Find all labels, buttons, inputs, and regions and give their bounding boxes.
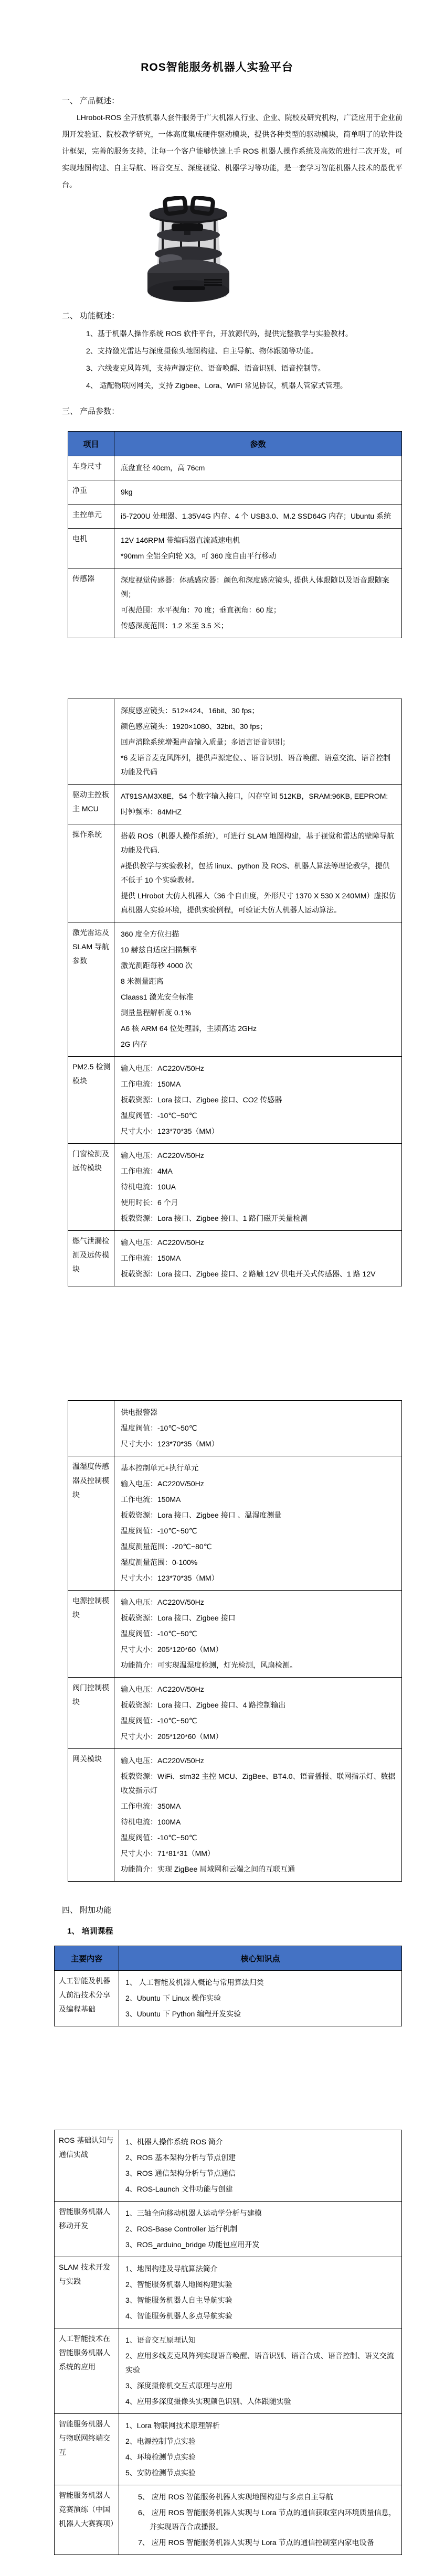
value-line: 深度视觉传感器：体感感应器：颜色和深度感应镜头, 提供人体跟随以及语音跟随案例； — [121, 576, 389, 598]
value-line: 输入电压：AC220V/50Hz — [121, 1598, 204, 1606]
value-line: 1、地图构建及导航算法简介 — [125, 2264, 218, 2273]
value-line: 输入电压：AC220V/50Hz — [121, 1151, 204, 1160]
value-line: 底盘直径 40cm，高 76cm — [121, 464, 205, 472]
value-line: 5、 应用 ROS 智能服务机器人实现地图构建与多点自主导航 — [138, 2493, 333, 2501]
row-label: 燃气泄漏检测及远传模块 — [68, 1231, 114, 1286]
table-row — [68, 1144, 402, 1231]
value-line: 传感深度范围：1.2 米至 3.5 米； — [121, 621, 228, 630]
row-value — [114, 824, 402, 922]
row-value — [114, 1591, 402, 1678]
value-line: 工作电流：4MA — [121, 1167, 173, 1175]
row-value — [114, 480, 402, 505]
table-row — [55, 1971, 402, 2026]
row-label: 网关模块 — [68, 1749, 114, 1882]
value-line: 深度感应镜头：512×424、16bit、30 fps； — [121, 706, 259, 715]
value-line: 7、 应用 ROS 智能服务机器人实现与 Lora 节点的通信控制室内家电设备 — [138, 2538, 374, 2547]
value-line: 使用时长：6 个月 — [121, 1198, 178, 1207]
row-label: 电源控制模块 — [68, 1591, 114, 1678]
table-row — [68, 922, 402, 1057]
value-line: 4、应用多深度摄像头实现颜色识别、人体跟随实验 — [125, 2397, 291, 2406]
value-line: 尺寸大小：71*81*31（MM） — [121, 1849, 215, 1858]
value-line: 可视范围：水平视角：70 度；垂直视角：60 度； — [121, 606, 281, 614]
additional-heading: 四、 附加功能 — [62, 1906, 112, 1915]
training-subheading: 1、 培训课程 — [67, 1927, 113, 1936]
value-line: 8 米测量距离 — [121, 977, 164, 985]
value-line: 待机电流：100MA — [121, 1818, 181, 1826]
overview-paragraph: LHrobot-ROS 全开放机器人套件服务于广大机器人行业、企业、院校及研究机构，广泛应用于企业前期开发验证、院校教学研究，一体高度集成硬件驱动模块，提供各种类型的驱动模块，简单明了的软件设计框架，完善的服务支持，让每一个客户能够快速上手 ROS 机器人操作系统及高效的进行二次开发，可实现地图构建、自主导航、语音交互、深度视觉、机器学习等功能，是一套学习智能机器人技术的最优平台。 — [62, 113, 403, 189]
value-line: 2、ROS-Base Controller 运行机制 — [125, 2225, 238, 2233]
value-line: 1、 人工智能及机器人概论与常用算法归类 — [125, 1978, 264, 1987]
row-label: 驱动主控板主 MCU — [68, 785, 114, 824]
value-line: *90mm 全铝全向轮 X3，可 360 度自由平行移动 — [121, 552, 277, 560]
function-item: 4、 适配物联网网关，支持 Zigbee、Lora、WIFI 常见协议，机器人管家式管理。 — [86, 381, 347, 390]
table-row — [68, 699, 402, 785]
table-row — [55, 2257, 402, 2328]
value-line: 功能简介：可实现温湿度检测，灯光检测，风扇检测。 — [121, 1661, 297, 1669]
value-line: 湿度测量范围：0-100% — [121, 1558, 198, 1566]
table-row — [68, 1456, 402, 1591]
function-list — [62, 325, 403, 394]
value-line: 激光测距每秒 4000 次 — [121, 961, 193, 970]
value-line: 温度阀值：-10℃~50℃ — [121, 1833, 197, 1842]
value-line: 板载资源：Lora 接口、Zigbee 接口、1 路门磁开关量检测 — [121, 1214, 308, 1222]
row-label: 主控单元 — [68, 505, 114, 529]
table-row — [68, 529, 402, 568]
table-row — [68, 1231, 402, 1286]
row-value — [114, 1678, 402, 1749]
table-row — [68, 1749, 402, 1882]
value-line: 温度阀值：-10℃~50℃ — [121, 1527, 197, 1535]
table-row — [55, 2328, 402, 2414]
value-line: 供电报警器 — [121, 1408, 157, 1416]
row-label: 传感器 — [68, 568, 114, 638]
row-value — [114, 699, 402, 785]
row-label: 温湿度传感器及控制模块 — [68, 1456, 114, 1591]
row-value — [119, 2485, 402, 2555]
value-line: 输入电压：AC220V/50Hz — [121, 1238, 204, 1247]
value-line: 3、智能服务机器人自主导航实验 — [125, 2296, 232, 2304]
table-row — [55, 2130, 402, 2202]
functions-heading: 二、 功能概述： — [62, 312, 120, 320]
value-line: A6 核 ARM 64 位处理器，主频高达 2GHz — [121, 1024, 257, 1033]
value-line: 板载资源：Lora 接口、Zigbee 接口、CO2 传感器 — [121, 1096, 282, 1104]
row-label: 阀门控制模块 — [68, 1678, 114, 1749]
value-line: 待机电流：10UA — [121, 1183, 176, 1191]
value-line: 10 赫兹自适应扫描频率 — [121, 946, 197, 954]
value-line: 2、Ubuntu 下 Linux 操作实验 — [125, 1994, 221, 2002]
table-header-row — [55, 1946, 402, 1971]
row-value — [114, 1231, 402, 1286]
value-line: 2G 内存 — [121, 1040, 147, 1048]
row-value — [114, 568, 402, 638]
row-label: 电机 — [68, 529, 114, 568]
row-label: 净重 — [68, 480, 114, 505]
value-line: 工作电流：350MA — [121, 1802, 181, 1810]
row-label — [68, 1401, 114, 1456]
params-heading: 三、 产品参数： — [62, 407, 120, 416]
row-value — [119, 2257, 402, 2328]
table-segment — [68, 1400, 402, 1882]
robot-product-image — [132, 196, 245, 302]
value-line: AT91SAM3X8E，54 个数字输入接口，闪存空间 512KB，SRAM:96KB, EEPROM: — [121, 792, 388, 800]
value-line: 工作电流：150MA — [121, 1254, 181, 1262]
value-line: 360 度全方位扫描 — [121, 930, 179, 938]
table-row — [68, 824, 402, 922]
table-row — [68, 568, 402, 638]
value-line: i5-7200U 处理器、1.35V4G 内存、4 个 USB3.0、M.2 SSD64G 内存；Ubuntu 系统 — [121, 512, 391, 520]
value-line: 2、电源控制节点实验 — [125, 2437, 196, 2445]
table-row — [55, 2485, 402, 2555]
table-row — [68, 456, 402, 480]
column-header: 参数 — [114, 432, 402, 456]
row-value — [119, 2130, 402, 2202]
robot-illustration — [132, 196, 245, 302]
value-line: 板载资源：Lora 接口、Zigbee 接口 、温湿度测量 — [121, 1511, 282, 1519]
value-line: 尺寸大小：205*120*60（MM） — [121, 1732, 223, 1741]
value-line: 输入电压：AC220V/50Hz — [121, 1685, 204, 1693]
row-label: 车身尺寸 — [68, 456, 114, 480]
spec-table — [62, 431, 403, 1882]
value-line: *6 麦语音麦克风阵列，提供声源定位、、语音识别、语音唤醒、语意交流、语音控制功能及代码 — [121, 754, 391, 776]
row-label: 智能服务机器人竞赛演练（中国机器人大赛赛项） — [55, 2485, 119, 2555]
table-segment — [68, 431, 402, 638]
row-value — [119, 2414, 402, 2485]
table-row — [68, 1401, 402, 1456]
row-value — [119, 2202, 402, 2257]
row-value — [114, 456, 402, 480]
function-item: 3、六线麦克风阵列，支持声源定位、语音唤醒、语音识别、语音控制等。 — [86, 364, 325, 372]
value-line: 板载资源：Lora 接口、Zigbee 接口、2 路触 12V 供电开关式传感器、1 路 12V — [121, 1270, 376, 1278]
column-header: 项目 — [68, 432, 114, 456]
value-line: 时钟频率：84MHZ — [121, 808, 182, 816]
table-row — [68, 480, 402, 505]
value-line: 输入电压：AC220V/50Hz — [121, 1064, 204, 1072]
value-line: 提供 LHrobot 大仿人机器人（36 个自由度，外形尺寸 1370 X 530 X 240MM）虚拟仿真机器人实验环境，提供实验例程，可验证大仿人机器人运动算法。 — [121, 892, 396, 914]
value-line: 工作电流：150MA — [121, 1080, 181, 1088]
value-line: 1、机器人操作系统 ROS 简介 — [125, 2138, 223, 2146]
value-line: 5、安防检测节点实验 — [125, 2468, 196, 2477]
row-value — [119, 2328, 402, 2414]
function-item: 2、支持激光雷达与深度摄像头地图构建、自主导航、物体跟随等功能。 — [86, 347, 318, 355]
value-line: 搭载 ROS（机器人操作系统），可进行 SLAM 地图构建，基于视觉和雷达的壁障导航功能及代码. — [121, 832, 395, 854]
table-row — [68, 1591, 402, 1678]
table-row — [55, 2414, 402, 2485]
value-line: 2、应用多线麦克风阵列实现语音唤醒、语音识别、语音合成、语音控制、语义交流实验 — [125, 2352, 394, 2374]
value-line: 6、 应用 ROS 智能服务机器人实现与 Lora 节点的通信获取室内环境质量信息，并实现语音合成播报。 — [138, 2508, 396, 2531]
value-line: 3、Ubuntu 下 Python 编程开发实验 — [125, 2010, 241, 2018]
value-line: 温度测量范围：-20℃~80℃ — [121, 1542, 212, 1551]
column-header: 核心知识点 — [119, 1946, 402, 1971]
table-segment — [54, 2130, 402, 2555]
value-line: 尺寸大小：123*70*35（MM） — [121, 1127, 219, 1135]
value-line: 4、ROS-Launch 文件功能与创建 — [125, 2185, 233, 2193]
row-label: ROS 基础认知与通信实战 — [55, 2130, 119, 2202]
value-line: 基本控制单元+执行单元 — [121, 1464, 199, 1472]
value-line: 3、ROS 通信架构分析与节点通信 — [125, 2169, 236, 2177]
table-row — [68, 1678, 402, 1749]
value-line: 3、深度摄像机交互式原理与应用 — [125, 2381, 232, 2390]
value-line: 2、ROS 基本架构分析与节点创建 — [125, 2153, 236, 2162]
value-line: 温度阀值：-10℃~50℃ — [121, 1424, 197, 1432]
value-line: 4、智能服务机器人多点导航实验 — [125, 2312, 232, 2320]
value-line: 1、三轴全向移动机器人运动学分析与建模 — [125, 2209, 262, 2217]
row-label: 门窗检测及远传模块 — [68, 1144, 114, 1231]
value-line: 4、环境检测节点实验 — [125, 2453, 196, 2461]
value-line: 功能简介：实现 ZigBee 局域网和云端之间的互联互通 — [121, 1865, 295, 1873]
value-line: 板载资源：Lora 接口、Zigbee 接口 — [121, 1614, 236, 1622]
value-line: 测量量程解析度 0.1% — [121, 1008, 191, 1017]
value-line: 尺寸大小：123*70*35（MM） — [121, 1574, 219, 1582]
value-line: 温度阀值：-10℃~50℃ — [121, 1111, 197, 1120]
value-line: 1、Lora 物联网技术原理解析 — [125, 2421, 220, 2430]
value-line: 工作电流：150MA — [121, 1495, 181, 1504]
overview-heading: 一、 产品概述： — [62, 96, 120, 105]
value-line: #提供教学与实验教材，包括 linux、python 及 ROS、机器人算法等理论教学，提供不低于 10 个实验教材。 — [121, 862, 390, 884]
row-label: 智能服务机器人移动开发 — [55, 2202, 119, 2257]
row-value — [119, 1971, 402, 2026]
value-line: 输入电压：AC220V/50Hz — [121, 1479, 204, 1488]
doc-title: ROS智能服务机器人实验平台 — [141, 61, 293, 73]
table-row — [55, 2202, 402, 2257]
table-segment — [68, 699, 402, 1286]
row-value — [114, 1749, 402, 1882]
row-label: SLAM 技术开发与实践 — [55, 2257, 119, 2328]
value-line: 输入电压：AC220V/50Hz — [121, 1756, 204, 1765]
column-header: 主要内容 — [55, 1946, 119, 1971]
value-line: 1、语音交互原理认知 — [125, 2336, 196, 2344]
row-value — [114, 922, 402, 1057]
course-table — [59, 1946, 403, 2555]
value-line: 9kg — [121, 488, 133, 496]
table-segment — [54, 1946, 402, 2026]
row-value — [114, 1401, 402, 1456]
value-line: 2、智能服务机器人地图构建实验 — [125, 2280, 232, 2289]
value-line: 12V 146RPM 带编码器直流减速电机 — [121, 536, 240, 544]
table-row — [68, 1057, 402, 1144]
row-label: 人工智能技术在智能服务机器人系统的应用 — [55, 2328, 119, 2414]
row-label: PM2.5 检测模块 — [68, 1057, 114, 1144]
function-item: 1、基于机器人操作系统 ROS 软件平台，开放源代码，提供完整教学与实验教材。 — [86, 329, 353, 338]
table-row — [68, 505, 402, 529]
value-line: 温度阀值：-10℃~50℃ — [121, 1716, 197, 1725]
value-line: 尺寸大小：123*70*35（MM） — [121, 1440, 219, 1448]
table-row — [68, 785, 402, 824]
row-value — [114, 785, 402, 824]
row-label — [68, 699, 114, 785]
value-line: 尺寸大小：205*120*60（MM） — [121, 1645, 223, 1654]
value-line: 回声消除系统增强声音输入质量；多语言语音识别； — [121, 738, 290, 746]
value-line: 温度阀值：-10℃~50℃ — [121, 1629, 197, 1638]
value-line: 板载资源：Lora 接口、Zigbee 接口、4 路控制输出 — [121, 1701, 286, 1709]
row-label: 操作系统 — [68, 824, 114, 922]
row-label: 人工智能及机器人前沿技术分享及编程基础 — [55, 1971, 119, 2026]
value-line: 板载资源：WiFi、stm32 主控 MCU、ZigBee、BT4.0、语音播报、联网指示灯、数据收发指示灯 — [121, 1772, 396, 1795]
row-value — [114, 505, 402, 529]
row-value — [114, 529, 402, 568]
value-line: 颜色感应镜头：1920×1080、32bit、30 fps； — [121, 722, 267, 731]
table-header-row — [68, 432, 402, 456]
value-line: Claass1 激光安全标准 — [121, 993, 194, 1001]
row-value — [114, 1144, 402, 1231]
row-value — [114, 1456, 402, 1591]
row-label: 智能服务机器人与物联网终端交互 — [55, 2414, 119, 2485]
row-label: 激光雷达及 SLAM 导航参数 — [68, 922, 114, 1057]
row-value — [114, 1057, 402, 1144]
value-line: 3、ROS_arduino_bridge 功能包应用开发 — [125, 2240, 260, 2249]
